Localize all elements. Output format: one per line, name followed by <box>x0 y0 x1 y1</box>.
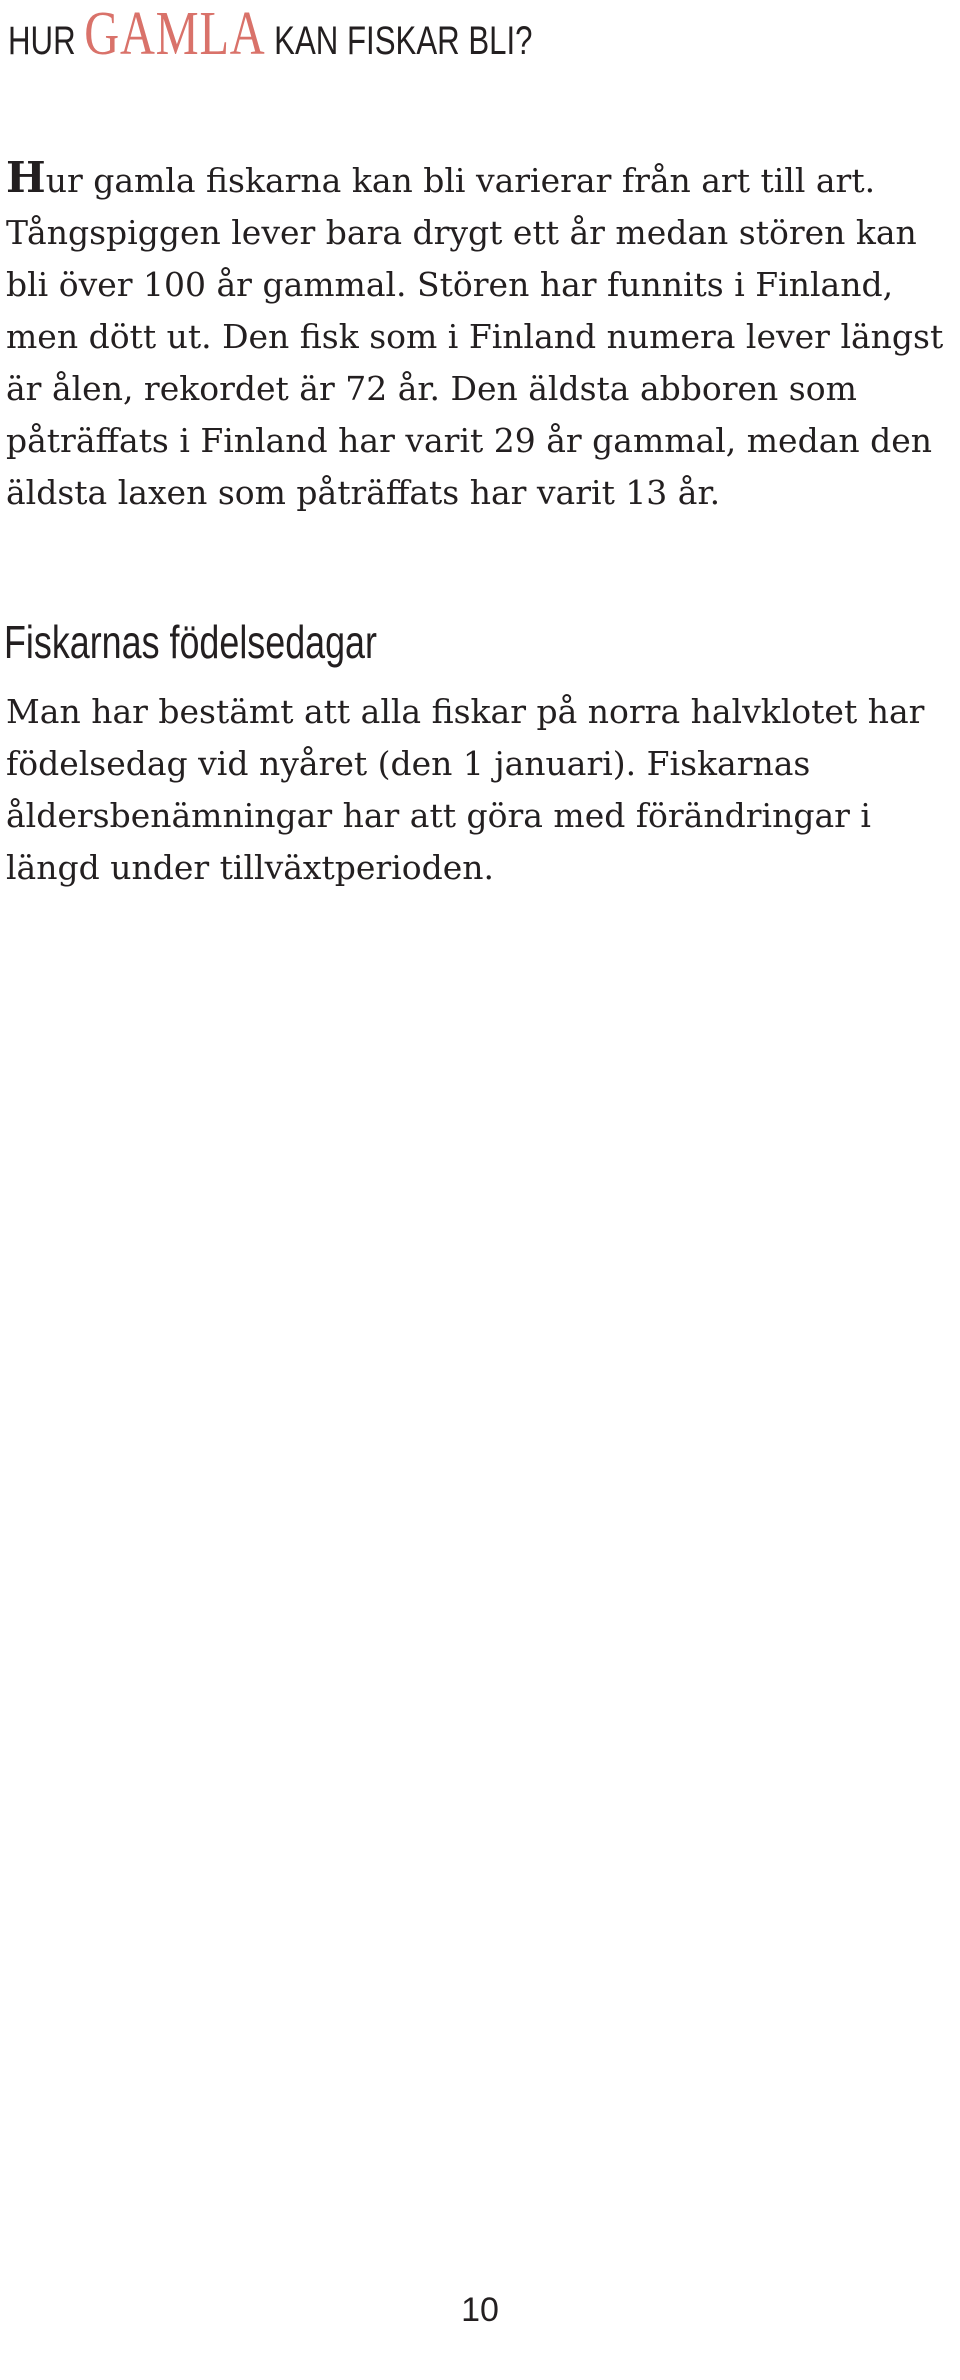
intro-text: ur gamla fiskarna kan bli varierar från art till art. Tångspiggen lever bara drygt ett år medan stören kan bli över 100 år gammal. Stören har funnits i Finland, men dött ut. Den fisk som i Finland numera lever längst är ålen, rekordet är 72 år. Den äldsta abboren som påträffats i Finland har varit 29 år gammal, medan den äldsta laxen som påträffats har varit 13 år. <box>6 161 944 512</box>
page-title <box>8 0 533 69</box>
title-part-1: HUR <box>8 19 85 63</box>
title-accent-word: GAMLA <box>84 0 266 68</box>
section-heading: Fiskarnas födelsedagar <box>4 616 377 668</box>
page-number: 10 <box>461 2291 499 2329</box>
title-part-2: KAN FISKAR BLI? <box>265 19 533 63</box>
section-paragraph: Man har bestämt att alla fiskar på norra halvklotet har födelsedag vid nyåret (den 1 januari). Fiskarnas åldersbenämningar har att göra med förändringar i längd under tillväxtperioden. <box>6 692 925 887</box>
intro-paragraph <box>6 152 950 519</box>
intro-dropcap: H <box>6 153 46 202</box>
